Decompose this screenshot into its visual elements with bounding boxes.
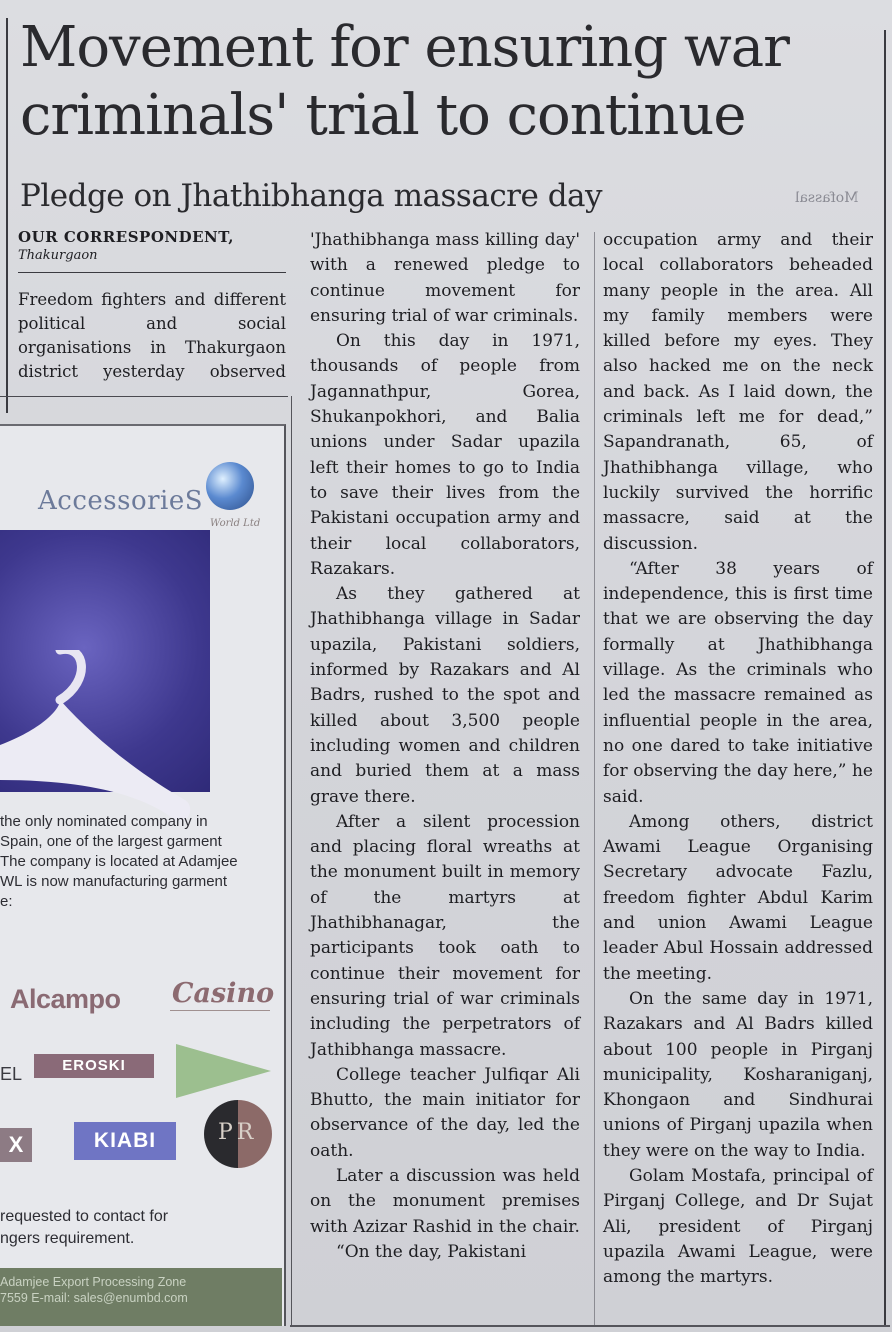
brand-pr-logo bbox=[204, 1100, 272, 1168]
brand-alcampo: Alcampo bbox=[10, 984, 121, 1014]
paragraph: Golam Mostafa, principal of Pirganj College, and Dr Sujat Ali, president of Pirganj upazila Awami League, were among the martyrs. bbox=[603, 1165, 873, 1288]
paragraph: Among others, district Awami League Organising Secretary advocate Fazlu, freedom fighter Abdul Karim and union Awami League leader Abul Hossain addressed the meeting. bbox=[603, 811, 873, 984]
globe-icon bbox=[206, 462, 254, 510]
ad-logo-subtitle: World Ltd bbox=[210, 518, 261, 529]
ad-footer-text: Adamjee Export Processing Zone 7559 E-mail: sales@enumbd.com bbox=[0, 1275, 188, 1305]
bottom-rule bbox=[290, 1325, 890, 1327]
paragraph: On the same day in 1971, Razakars and Al Badrs killed about 100 people in Pirganj municipality, Kosharaniganj, Khongaon and Sindhurai unions of Pirganj upazila when they were on the way to India. bbox=[603, 988, 873, 1161]
brand-el: EL bbox=[0, 1064, 23, 1084]
article-column-2 bbox=[310, 228, 580, 1265]
brand-casino-underline bbox=[170, 1010, 270, 1011]
brand-green-logo bbox=[176, 1044, 271, 1098]
paragraph: “After 38 years of independence, this is first time that we are observing the day formally at Jhathibhanga village. As the criminals who led the massacre remained as influential people in the area, no one dared to take initiative for observing the day here,” he said. bbox=[603, 558, 873, 807]
brand-kiabi: KIABI bbox=[74, 1122, 176, 1160]
brand-casino: Casino bbox=[172, 978, 275, 1009]
left-column-rule bbox=[6, 18, 8, 413]
ad-contact-text: requested to contact for ngers requirement. bbox=[0, 1208, 169, 1247]
bleed-through-text: Mofassal bbox=[794, 190, 858, 206]
column-divider bbox=[594, 232, 595, 1326]
byline-divider bbox=[18, 272, 286, 273]
paragraph: “On the day, Pakistani bbox=[336, 1241, 527, 1262]
byline-place: Thakurgaon bbox=[18, 248, 98, 263]
byline-name: OUR CORRESPONDENT, bbox=[18, 228, 234, 246]
ad-photo bbox=[0, 530, 210, 792]
ad-logo: AccessorieS bbox=[38, 486, 204, 516]
byline bbox=[18, 228, 288, 263]
advertisement bbox=[0, 424, 286, 1326]
article-headline: Movement for ensuring war criminals' trial to continue bbox=[20, 15, 789, 148]
intro-divider bbox=[0, 396, 288, 397]
paragraph: On this day in 1971, thousands of people from Jagannathpur, Gorea, Shukanpokhori, and Balia unions under Sadar upazila left their homes to go to India to save their lives from the Pakistani occupation army and their local collaborators, Razakars. bbox=[310, 331, 580, 579]
paragraph: After a silent procession and placing floral wreaths at the monument built in memory of the martyrs at Jhathibhanagar, the participants took oath to continue their movement for ensuring trial of war criminals including the perpetrators of Jathibhanga massacre. bbox=[310, 811, 580, 1060]
paragraph: College teacher Julfiqar Ali Bhutto, the main initiator for observance of the day, led the oath. bbox=[310, 1064, 580, 1161]
paragraph: As they gathered at Jhathibhanga village in Sadar upazila, Pakistani soldiers, informed by Razakars and Al Badrs, rushed to the spot and killed about 3,500 people including women and children and buried them at a mass grave there. bbox=[310, 584, 580, 807]
paragraph: Later a discussion was held on the monument premises with Azizar Rashid in the chair. bbox=[310, 1165, 580, 1237]
paragraph: 'Jhathibhanga mass killing day' with a renewed pledge to continue movement for ensuring trial of war criminals. bbox=[310, 230, 580, 326]
brand-x: X bbox=[0, 1128, 32, 1162]
column-divider bbox=[291, 396, 292, 1326]
brand-eroski: EROSKI bbox=[34, 1054, 154, 1078]
article-intro: Freedom fighters and different political and social organisations in Thakurgaon district yesterday observed bbox=[18, 290, 286, 381]
article-column-3 bbox=[603, 228, 873, 1290]
brand-pr-text: PR bbox=[218, 1120, 258, 1145]
right-column-rule bbox=[884, 30, 886, 1325]
paragraph: occupation army and their local collaborators beheaded many people in the area. All my family members were killed before my eyes. They also hacked me on the neck and back. As I laid down, the criminals left me for dead,” Sapandranath, 65, of Jhathibhanga village, who luckily survived the horrific massacre, said at the discussion. bbox=[603, 230, 873, 554]
ad-description: the only nominated company in Spain, one of the largest garment The company is located at Adamjee WL is now manufacturing garment e: bbox=[0, 813, 238, 910]
article-subheadline: Pledge on Jhathibhanga massacre day bbox=[20, 178, 603, 214]
